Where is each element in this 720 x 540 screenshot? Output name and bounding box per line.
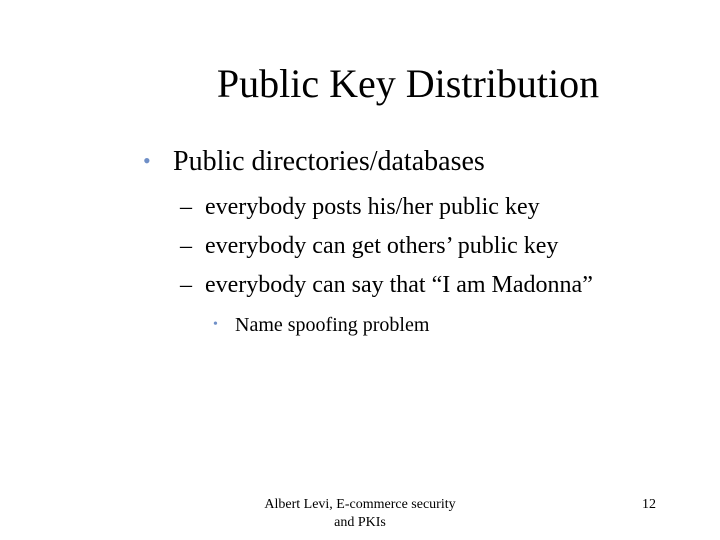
- bullet-text: Public directories/databases: [173, 146, 485, 177]
- dash-marker: –: [180, 194, 192, 220]
- sub-bullet-text: everybody can say that “I am Madonna”: [205, 272, 593, 298]
- sub-bullet-item: [180, 268, 593, 302]
- slide-title: Public Key Distribution: [216, 61, 600, 106]
- page-number: 12: [642, 497, 656, 512]
- sub-bullet-item: [180, 229, 558, 263]
- footer-author: [232, 496, 488, 532]
- bullet-item: [143, 141, 485, 182]
- sub-sub-bullet-marker: •: [213, 317, 218, 332]
- sub-bullet-item: [180, 190, 540, 224]
- sub-sub-bullet-text: Name spoofing problem: [235, 314, 430, 336]
- sub-bullet-text: everybody posts his/her public key: [205, 194, 540, 220]
- footer-line-2: and PKIs: [334, 515, 386, 530]
- bullet-marker: •: [143, 148, 151, 173]
- dash-marker: –: [180, 272, 192, 298]
- sub-bullet-text: everybody can get others’ public key: [205, 233, 559, 259]
- footer-line-1: Albert Levi, E-commerce security: [264, 497, 456, 512]
- sub-sub-bullet-item: [213, 311, 429, 339]
- dash-marker: –: [180, 233, 192, 259]
